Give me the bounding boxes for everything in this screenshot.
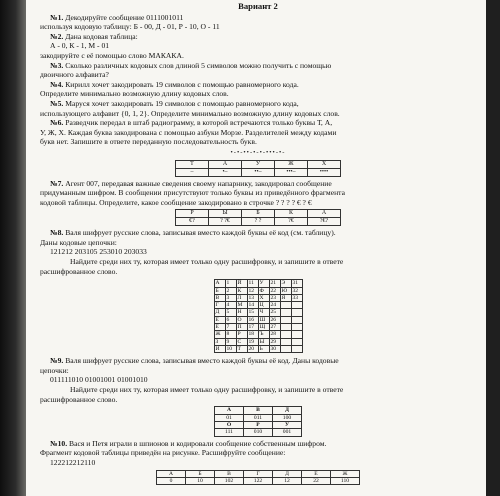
table-cell: 100: [273, 414, 302, 421]
task-2-text-line1: Дана кодовая таблица:: [63, 31, 138, 41]
table-cell: 102: [215, 478, 244, 485]
cipher-table: [175, 209, 341, 226]
table-cell: 001: [273, 429, 302, 436]
table-cell: Н: [236, 309, 247, 316]
table-cell: 11: [247, 280, 258, 287]
table-cell: Х: [308, 160, 341, 168]
task-8-text-line2: Даны кодовые цепочки:: [40, 237, 117, 247]
table-cell: 6: [225, 316, 236, 323]
table-row: [214, 287, 302, 294]
task-2: [40, 32, 476, 61]
table-cell: 5: [225, 309, 236, 316]
table-cell: 0: [157, 478, 186, 485]
table-cell: 01: [215, 414, 244, 421]
table-cell: 26: [269, 316, 280, 323]
task-3-text-line1: Сколько различных кодовых слов длиной 5 символов можно получить с помощью: [63, 60, 332, 70]
table-cell: Я: [280, 294, 291, 301]
table-cell: 4: [225, 302, 236, 309]
table-cell: €?: [176, 218, 209, 226]
table-cell: ••–: [242, 168, 275, 176]
table-cell: [291, 316, 302, 323]
table-cell: В: [215, 470, 244, 477]
table-cell: [280, 302, 291, 309]
code-table-10: [156, 470, 360, 486]
table-cell: Т: [236, 345, 247, 352]
task-6-text-line3: букв нет. Запишите в ответе переданную последовательность букв.: [40, 137, 257, 147]
table-cell: 010: [244, 429, 273, 436]
table-row: [214, 309, 302, 316]
table-cell: Э: [280, 280, 291, 287]
table-row: [215, 422, 302, 429]
table-cell: [280, 316, 291, 323]
morse-code-table: [175, 160, 341, 177]
table-cell: Ц: [258, 302, 269, 309]
table-cell: В: [244, 407, 273, 414]
table-cell: Й: [236, 280, 247, 287]
table-cell: ?€?: [308, 218, 341, 226]
table-cell: Ш: [258, 316, 269, 323]
table-cell: Ы: [258, 338, 269, 345]
task-7-text-line2: придуманным шифром. В сообщении присутствуют только буквы из приведённого фрагмента: [40, 188, 345, 198]
table-cell: У: [242, 160, 275, 168]
table-cell: О: [236, 316, 247, 323]
task-9-code-chains: 011111010 01001001 01001010: [50, 375, 148, 385]
table-row: [214, 294, 302, 301]
task-7-text-line3: кодовой таблицы. Определите, какое сообщение закодировано в строчке ? ? ? ? € ? €: [40, 197, 312, 207]
table-row: [214, 338, 302, 345]
task-10: [40, 439, 476, 486]
task-4-text-line2: Определите минимально возможную длину кодовых слов.: [40, 89, 229, 99]
table-cell: 12: [247, 287, 258, 294]
table-cell: •••–: [275, 168, 308, 176]
table-cell: 33: [291, 294, 302, 301]
table-cell: Ё: [214, 324, 225, 331]
task-10-code-chain: 122212212110: [50, 458, 96, 467]
table-cell: 3: [225, 294, 236, 301]
table-cell: [291, 338, 302, 345]
task-5-number: №5.: [50, 98, 64, 108]
table-cell: 19: [247, 338, 258, 345]
table-cell: Б: [214, 287, 225, 294]
table-cell: 2: [225, 287, 236, 294]
table-cell: А: [157, 470, 186, 477]
table-cell: Л: [236, 294, 247, 301]
table-cell: А: [209, 160, 242, 168]
table-cell: 10: [225, 345, 236, 352]
task-1: [40, 13, 476, 32]
table-cell: Т: [176, 160, 209, 168]
table-cell: Ч: [258, 309, 269, 316]
table-cell: В: [214, 294, 225, 301]
table-cell: С: [236, 338, 247, 345]
morse-letters-row: [176, 160, 341, 168]
table-cell: 21: [269, 280, 280, 287]
table-cell: Р: [236, 331, 247, 338]
task-9: [40, 356, 476, 437]
task-7-number: №7.: [50, 178, 64, 188]
table-cell: Ъ: [258, 331, 269, 338]
table-cell: 29: [269, 338, 280, 345]
table-cell: ? ?: [242, 218, 275, 226]
task-2-text-line3: закодируйте с её помощью слово МАКАКА.: [40, 50, 184, 60]
table-cell: Б: [242, 210, 275, 218]
task-6-text-line2: У, Ж, Х. Каждая буква закодирована с помощью азбуки Морзе. Разделителей между кодами: [40, 127, 337, 137]
table-cell: •–: [209, 168, 242, 176]
table-cell: ••••: [308, 168, 341, 176]
task-4-text-line1: Кирилл хочет закодировать 19 символов с помощью равномерного кода.: [63, 79, 299, 89]
table-cell: –: [176, 168, 209, 176]
cipher-codes-row: [176, 218, 341, 226]
table-cell: Е: [302, 470, 331, 477]
table-row: [214, 331, 302, 338]
task-3: [40, 61, 476, 80]
morse-message: •-•-••-•-•-•••-•-: [230, 148, 286, 156]
table-cell: 28: [269, 331, 280, 338]
task-9-number: №9.: [50, 356, 64, 366]
table-cell: Г: [244, 470, 273, 477]
task-10-text-line2: Фрагмент кодовой таблицы приведён на рисунке. Расшифруйте сообщение:: [40, 448, 286, 458]
table-cell: З: [214, 338, 225, 345]
table-cell: Ф: [258, 287, 269, 294]
task-3-text-line2: двоичного алфавита?: [40, 70, 109, 80]
task-9-text-line3: Найдите среди них ту, которая имеет только одну расшифровку, и запишите в ответе: [70, 385, 344, 394]
table-cell: 14: [247, 302, 258, 309]
table-cell: Ж: [214, 331, 225, 338]
table-cell: Д: [273, 407, 302, 414]
task-5-text-line1: Маруся хочет закодировать 19 символов с помощью равномерного кода,: [63, 98, 299, 108]
table-cell: 15: [247, 309, 258, 316]
table-cell: М: [236, 302, 247, 309]
task-6: [40, 118, 476, 176]
task-5: [40, 99, 476, 118]
table-cell: 16: [247, 316, 258, 323]
task-10-text-line1: Вася и Петя играли в шпионов и кодировали сообщение собственным шифром.: [67, 438, 327, 448]
task-8-text-line3: Найдите среди них ту, которая имеет только одну расшифровку, и запишите в ответе: [70, 257, 344, 267]
table-cell: Р: [244, 422, 273, 429]
table-cell: ? ?€: [209, 218, 242, 226]
table-cell: 22: [269, 287, 280, 294]
table-cell: О: [215, 422, 244, 429]
table-cell: ?€: [275, 218, 308, 226]
table-cell: [280, 309, 291, 316]
table-cell: Д: [273, 470, 302, 477]
table-cell: И: [214, 345, 225, 352]
table-row: [214, 345, 302, 352]
task-9-text-line4: расшифрованное слово.: [40, 394, 118, 404]
task-8-text-line1: Валя шифрует русские слова, записывая вместо каждой буквы её код (см. таблицу).: [63, 228, 336, 238]
table-cell: 9: [225, 338, 236, 345]
worksheet-page: [26, 0, 486, 496]
task-8: [40, 228, 476, 353]
table-cell: 13: [247, 294, 258, 301]
table-cell: [280, 324, 291, 331]
table-cell: 22: [302, 478, 331, 485]
cipher-letters-row: [176, 210, 341, 218]
table-cell: Ж: [331, 470, 360, 477]
table-cell: 1: [225, 280, 236, 287]
task-3-number: №3.: [50, 60, 64, 70]
table-cell: Ь: [258, 345, 269, 352]
table-cell: 17: [247, 324, 258, 331]
task-1-text-line2: используя кодовую таблицу: Б - 00, Д - 01, Р - 10, О - 11: [40, 22, 220, 32]
table-cell: Ю: [280, 287, 291, 294]
table-row: [214, 316, 302, 323]
table-cell: Х: [258, 294, 269, 301]
photo-shadow-edge: [0, 0, 26, 496]
table-cell: [280, 345, 291, 352]
table-cell: У: [273, 422, 302, 429]
table-cell: [291, 324, 302, 331]
table-cell: [280, 331, 291, 338]
task-2-number: №2.: [50, 31, 64, 41]
table-cell: 20: [247, 345, 258, 352]
table-cell: Д: [214, 309, 225, 316]
table-row: [215, 414, 302, 421]
task-9-text-line1: Валя шифрует русские слова, записывая вместо каждой буквы её код. Даны кодовые: [63, 356, 339, 366]
table-cell: П: [236, 324, 247, 331]
table-cell: 111: [215, 429, 244, 436]
morse-codes-row: [176, 168, 341, 176]
table-cell: 10: [186, 478, 215, 485]
table-cell: 32: [291, 287, 302, 294]
table-cell: А: [214, 280, 225, 287]
table-row: [214, 324, 302, 331]
table-cell: 7: [225, 324, 236, 331]
task-7-text-line1: Агент 007, передавая важные сведения своему напарнику, закодировал сообщение: [63, 178, 332, 188]
task-6-number: №6.: [50, 118, 64, 128]
task-8-text-line4: расшифрованное слово.: [40, 266, 118, 276]
task-6-text-line1: Разведчик передал в штаб радиограмму, в которой встречаются только буквы Т, А,: [63, 118, 333, 128]
table-cell: А: [308, 210, 341, 218]
task-1-number: №1.: [50, 12, 64, 22]
table-cell: Б: [186, 470, 215, 477]
task-1-text-line1: Декодируйте сообщение 0111001011: [63, 12, 184, 22]
table-cell: Ы: [209, 210, 242, 218]
table-cell: 24: [269, 302, 280, 309]
table-row: [157, 470, 360, 477]
table-row: [157, 478, 360, 485]
task-7: [40, 179, 476, 227]
table-cell: [291, 331, 302, 338]
table-cell: Е: [214, 316, 225, 323]
table-cell: У: [258, 280, 269, 287]
task-4-number: №4.: [50, 79, 64, 89]
table-row: [214, 302, 302, 309]
table-cell: [291, 309, 302, 316]
table-row: [215, 429, 302, 436]
page-title: Вариант 2: [238, 1, 278, 11]
table-cell: 122: [244, 478, 273, 485]
table-cell: 30: [269, 345, 280, 352]
table-cell: 25: [269, 309, 280, 316]
table-cell: [280, 338, 291, 345]
task-9-text-line2: цепочки:: [40, 365, 69, 375]
table-cell: Щ: [258, 324, 269, 331]
table-cell: 110: [331, 478, 360, 485]
table-cell: 27: [269, 324, 280, 331]
table-cell: [291, 302, 302, 309]
table-cell: Г: [214, 302, 225, 309]
table-cell: 31: [291, 280, 302, 287]
table-cell: К: [236, 287, 247, 294]
table-cell: 12: [273, 478, 302, 485]
table-cell: 8: [225, 331, 236, 338]
task-2-text-line2: А - 0, К - 1, М - 01: [50, 41, 110, 51]
table-row: [215, 407, 302, 414]
task-4: [40, 80, 476, 99]
table-cell: Ж: [275, 160, 308, 168]
task-10-number: №10.: [50, 438, 68, 448]
task-5-text-line2: использующего алфавит {0, 1, 2}. Определите минимально возможную длину кодовых слов.: [40, 108, 340, 118]
table-row: [214, 280, 302, 287]
table-cell: Р: [176, 210, 209, 218]
table-cell: [291, 345, 302, 352]
binary-code-table: [214, 406, 302, 437]
table-cell: А: [215, 407, 244, 414]
table-cell: 011: [244, 414, 273, 421]
table-cell: 23: [269, 294, 280, 301]
table-cell: 18: [247, 331, 258, 338]
alphabet-code-grid: [214, 279, 303, 353]
table-cell: К: [275, 210, 308, 218]
task-8-number: №8.: [50, 228, 64, 238]
task-8-code-chains: 121212 203105 253010 203033: [50, 247, 147, 257]
